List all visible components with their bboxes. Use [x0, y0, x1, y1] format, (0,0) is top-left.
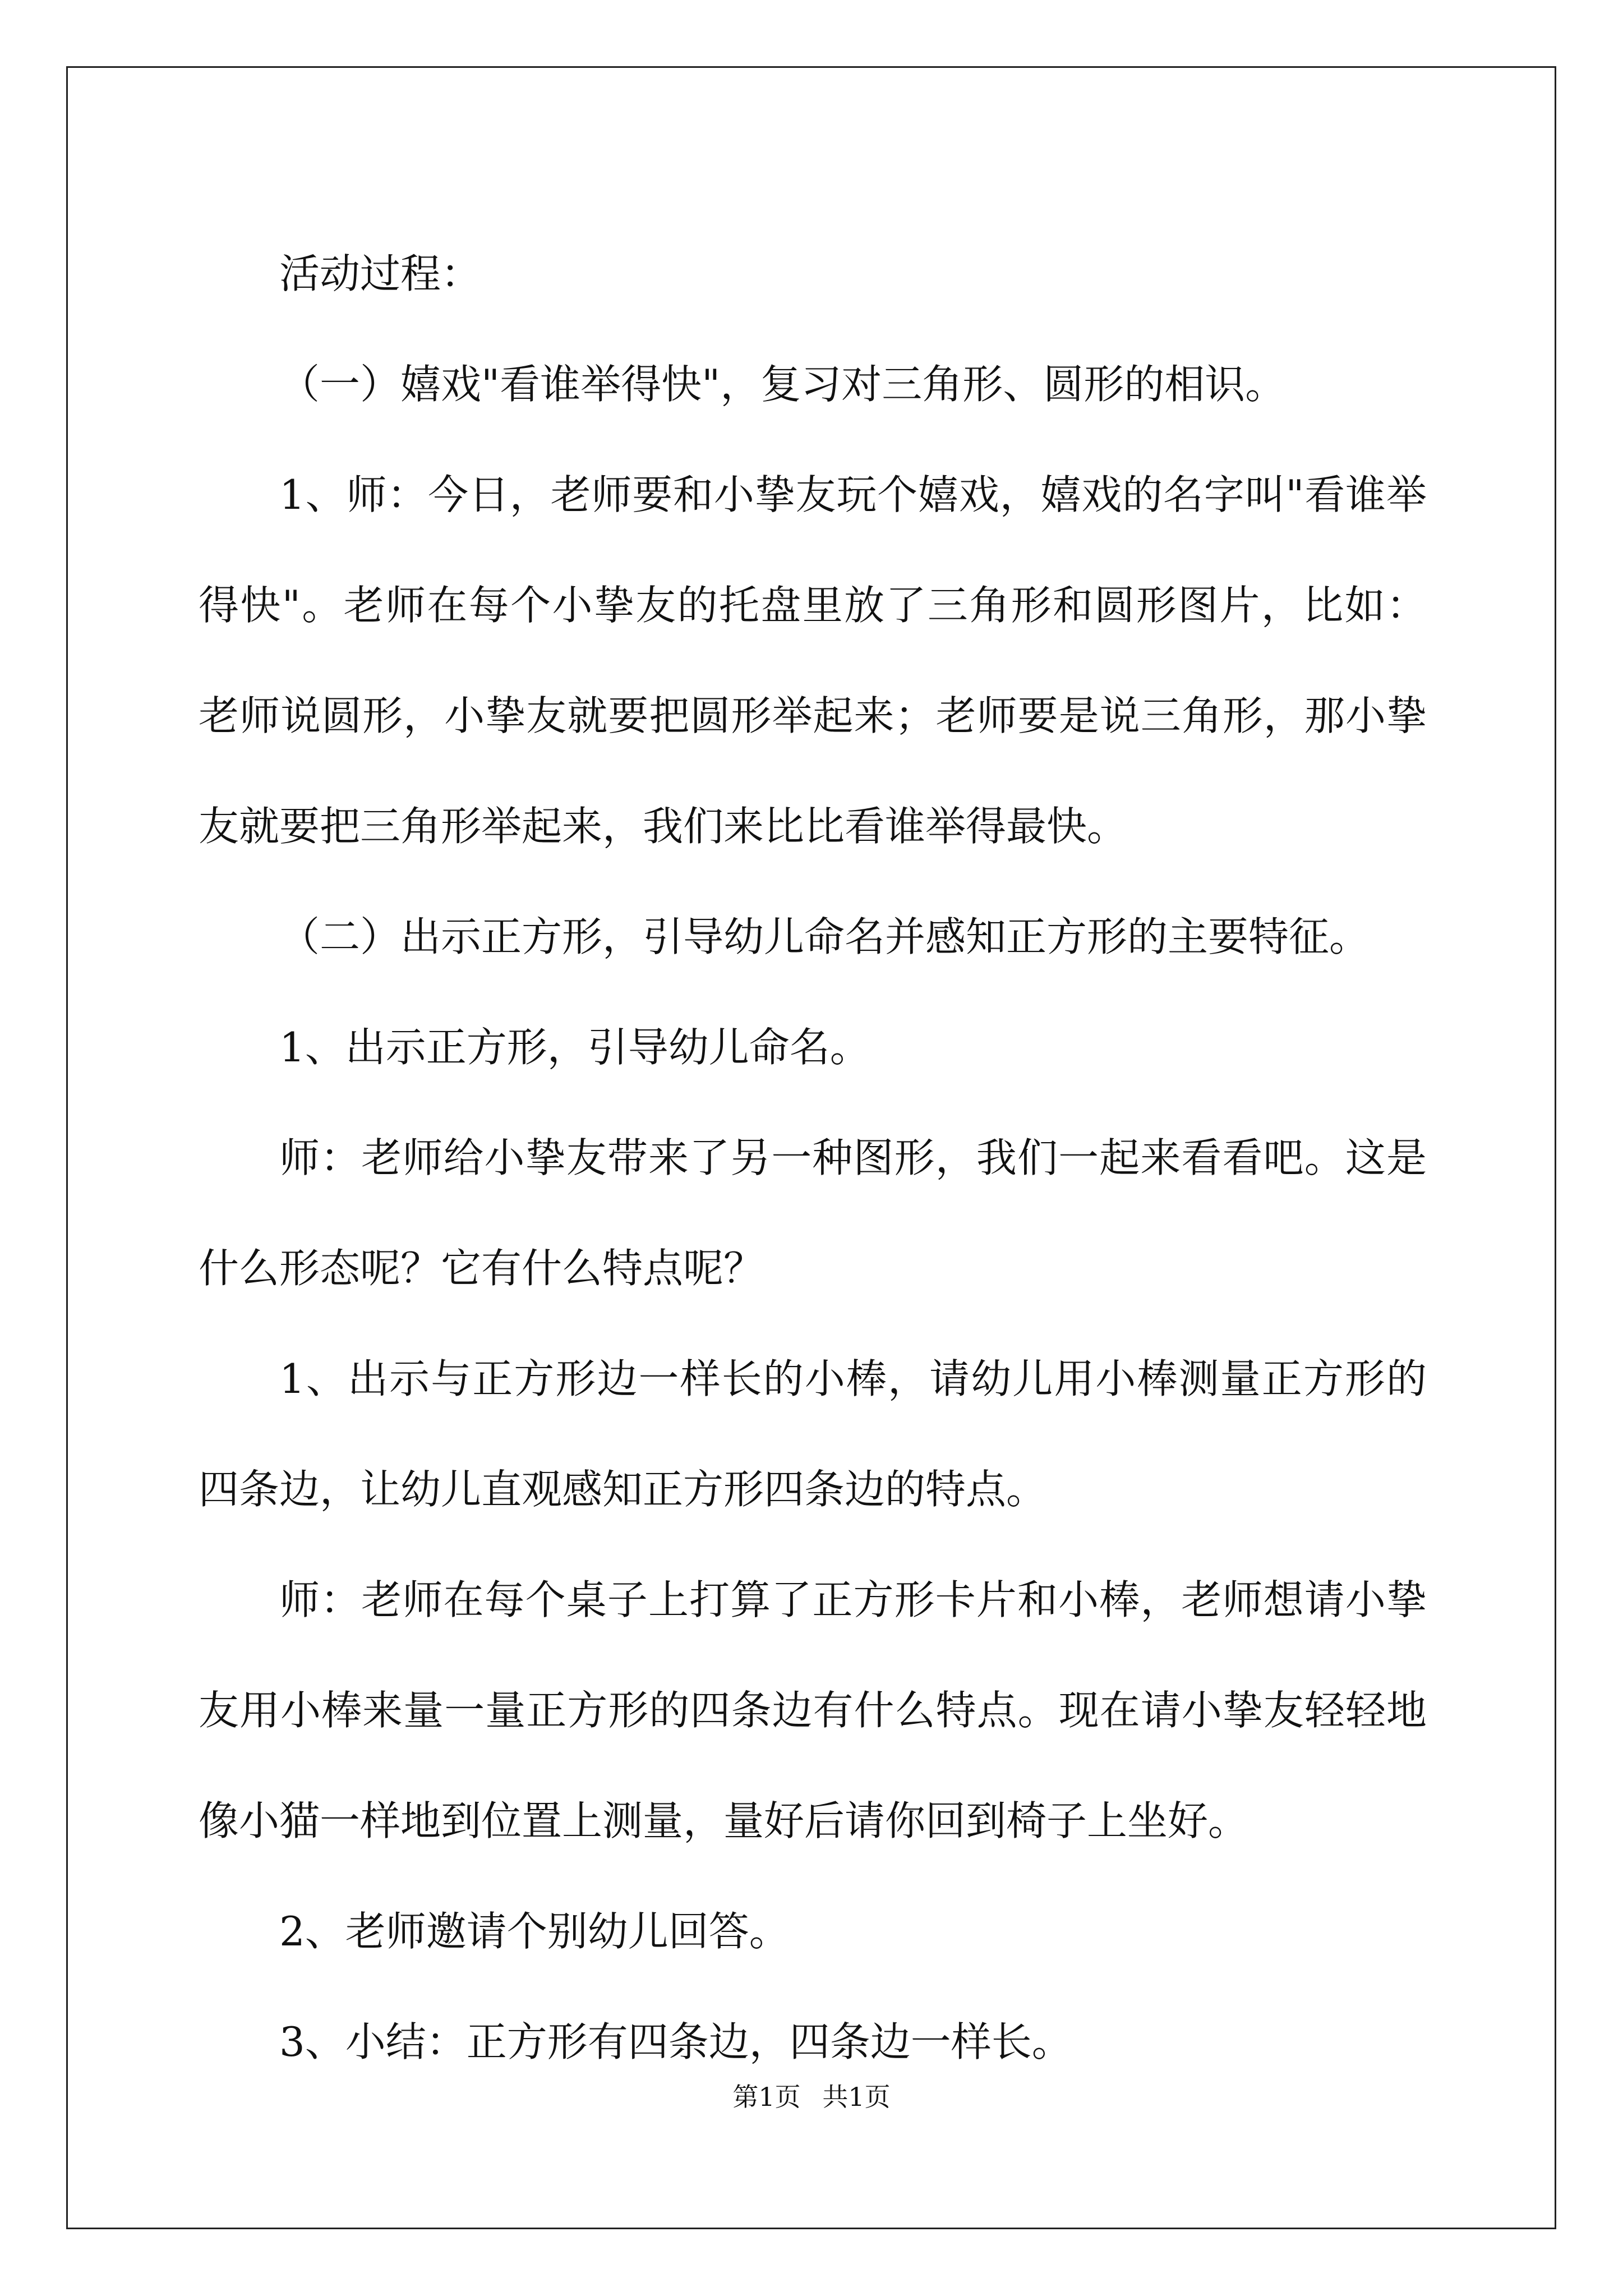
page-footer	[0, 2080, 1623, 2114]
paragraph-teacher-question: 师：老师给小挚友带来了另一种图形，我们一起来看看吧。这是什么形态呢？它有什么特点呢？	[199, 1134, 1427, 1292]
paragraph-teacher-measure: 师：老师在每个桌子上打算了正方形卡片和小棒，老师想请小挚友用小棒来量一量正方形的四条边有什么特点。现在请小挚友轻轻地像小猫一样地到位置上测量，量好后请你回到椅子上坐好。	[199, 1576, 1427, 1844]
page-number-current: 第1页	[732, 2082, 801, 2112]
paragraph-measure-sticks: 1、出示与正方形边一样长的小棒，请幼儿用小棒测量正方形的四条边，让幼儿直观感知正方形四条边的特点。	[199, 1355, 1427, 1513]
paragraph-activity-process: 活动过程：	[279, 250, 482, 297]
page-number-total: 共1页	[822, 2082, 891, 2112]
paragraph-game-intro: 1、师：今日，老师要和小挚友玩个嬉戏，嬉戏的名字叫"看谁举得快"。老师在每个小挚友的托盘里放了三角形和圆形图片，比如：老师说圆形，小挚友就要把圆形举起来；老师要是说三角形，那小挚友就要把三角形举起来，我们来比比看谁举得最快。	[199, 471, 1427, 850]
paragraph-show-square: 1、出示正方形，引导幼儿命名。	[279, 1024, 870, 1071]
paragraph-summary: 3、小结：正方形有四条边，四条边一样长。	[279, 2018, 1072, 2065]
paragraph-section-one: （一）嬉戏"看谁举得快"，复习对三角形、圆形的相识。	[279, 361, 1286, 408]
paragraph-invite-answer: 2、老师邀请个别幼儿回答。	[279, 1908, 790, 1955]
paragraph-section-two: （二）出示正方形，引导幼儿命名并感知正方形的主要特征。	[279, 913, 1370, 960]
document-body	[199, 219, 1427, 2097]
